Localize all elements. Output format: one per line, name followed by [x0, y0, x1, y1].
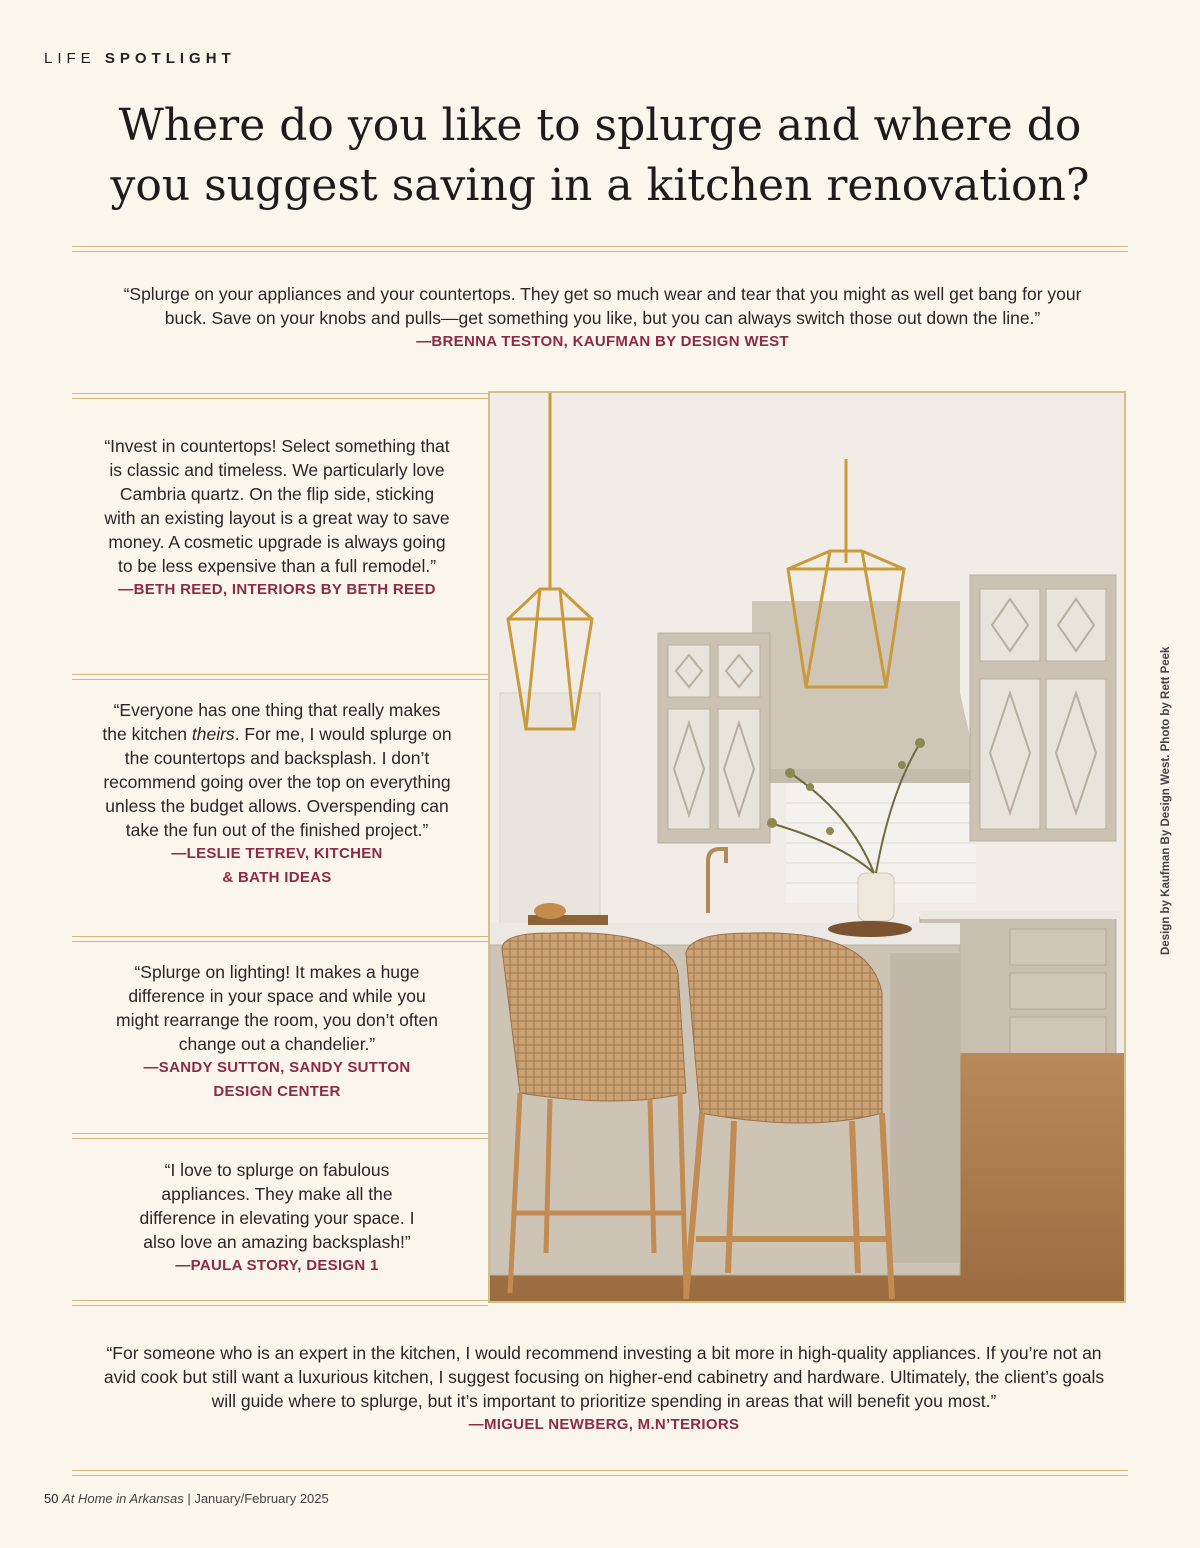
quote-text: “I love to splurge on fabulous appliances. They make all the difference in elevating your space. I also love an amazing backsplash!”: [139, 1160, 415, 1252]
quote-text-before: “Everyone has one thing that really makes the kitchen: [102, 700, 441, 744]
quote-top: [110, 282, 1095, 354]
publication-name: At Home in Arkansas: [62, 1491, 184, 1506]
rule-left-4: [72, 1133, 488, 1139]
footer-separator: |: [183, 1491, 195, 1506]
quote-text: “Invest in countertops! Select something that is classic and timeless. We particularly love Cambria quartz. On the flip side, sticking with an existing layout is a great way to save money. A cosmetic upgrade is always going to be less expensive than a full remodel.”: [104, 436, 450, 576]
quote-text-em: theirs: [191, 724, 235, 744]
quote-text: “Splurge on your appliances and your countertops. They get so much wear and tear that you might as well get bang for your buck. Save on your knobs and pulls—get something you like, but you can always switch those out down the line.”: [123, 284, 1082, 328]
rule-left-5: [72, 1300, 488, 1306]
quote-left-2: [100, 698, 454, 890]
rule-left-3: [72, 936, 488, 942]
section-label: [44, 50, 236, 67]
quote-bottom: [100, 1341, 1108, 1437]
quote-left-1: [104, 434, 450, 602]
headline: Where do you like to splurge and where do you suggest saving in a kitchen renovation?: [110, 100, 1090, 211]
page-footer: [44, 1491, 329, 1506]
rule-left-2: [72, 674, 488, 680]
quote-attribution: —PAULA STORY, DESIGN 1: [175, 1257, 379, 1274]
quote-attribution: —BRENNA TESTON, KAUFMAN BY DESIGN WEST: [416, 333, 789, 350]
section-label-light: LIFE: [44, 50, 96, 67]
quote-left-3: [112, 960, 442, 1104]
section-label-bold: SPOTLIGHT: [104, 50, 236, 67]
quote-attribution: —LESLIE TETREV, KITCHEN & BATH IDEAS: [171, 845, 383, 886]
rule-top: [72, 246, 1128, 252]
page-number: 50: [44, 1491, 59, 1506]
kitchen-photo: [488, 391, 1126, 1303]
quote-text: “Splurge on lighting! It makes a huge difference in your space and while you might rearrange the room, you don’t often change out a chandelier.”: [116, 962, 438, 1054]
quote-text-after: . For me, I would splurge on the countertops and backsplash. I don’t recommend going over the top on everything unless the budget allows. Overspending can take the fun out of the finished project.”: [103, 724, 452, 840]
rule-left-1: [72, 393, 488, 399]
quote-attribution: —SANDY SUTTON, SANDY SUTTON DESIGN CENTER: [143, 1059, 411, 1100]
quote-left-4: [126, 1158, 428, 1278]
rule-bottom: [72, 1470, 1128, 1476]
kitchen-illustration: [490, 393, 1124, 1301]
quote-text: “For someone who is an expert in the kitchen, I would recommend investing a bit more in high-quality appliances. If you’re not an avid cook but still want a luxurious kitchen, I suggest focusing on higher-end cabinetry and hardware. Ultimately, the client’s goals will guide where to splurge, but it’s important to prioritize spending in areas that will benefit you most.”: [103, 1343, 1105, 1411]
photo-credit: Design by Kaufman By Design West. Photo by Rett Peek: [1160, 646, 1172, 955]
quote-attribution: —MIGUEL NEWBERG, M.N’TERIORS: [468, 1416, 740, 1433]
quote-attribution: —BETH REED, INTERIORS BY BETH REED: [118, 581, 436, 598]
issue-date: January/February 2025: [194, 1491, 329, 1506]
